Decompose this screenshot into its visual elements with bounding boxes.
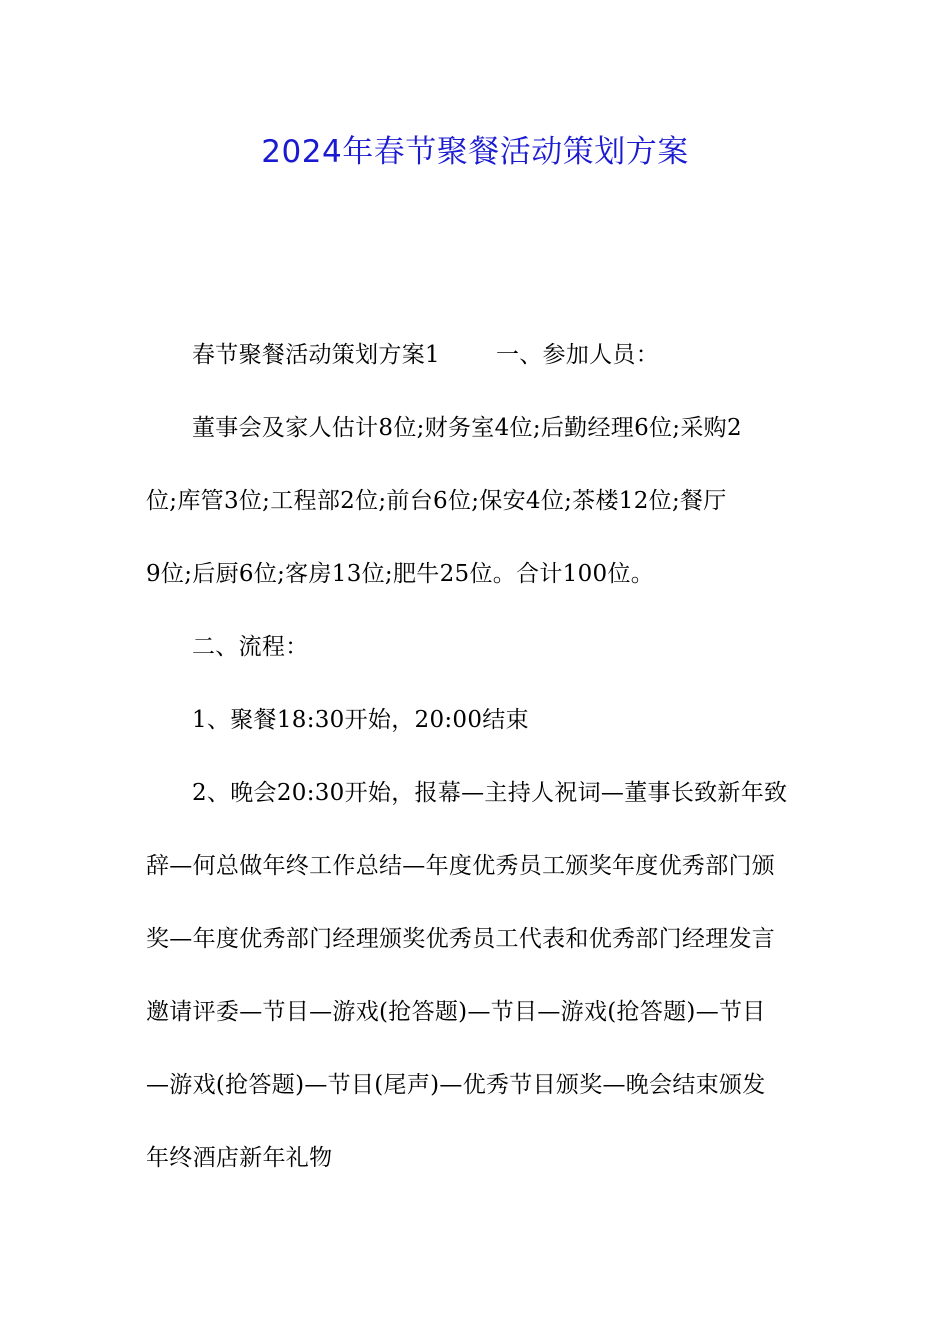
paragraph-line: 年终酒店新年礼物 [146, 1145, 333, 1171]
paragraph-line: —游戏(抢答题)—节目(尾声)—优秀节目颁奖—晚会结束颁发 [146, 1072, 766, 1098]
document-body [146, 337, 810, 1213]
paragraph-line: 9位;后厨6位;客房13位;肥牛25位。合计100位。 [146, 561, 655, 587]
section-heading-plan: 春节聚餐活动策划方案1 [192, 342, 440, 368]
paragraph-line [146, 337, 810, 374]
paragraph-line: 1、聚餐18:30开始，20:00结束 [192, 707, 529, 733]
paragraph-line: 邀请评委—节目—游戏(抢答题)—节目—游戏(抢答题)—节目 [146, 999, 766, 1025]
paragraph-line: 位;库管3位;工程部2位;前台6位;保安4位;茶楼12位;餐厅 [146, 488, 727, 514]
paragraph-line: 董事会及家人估计8位;财务室4位;后勤经理6位;采购2 [192, 415, 742, 441]
document-title: 2024年春节聚餐活动策划方案 [261, 134, 689, 170]
section-heading-process: 二、流程： [192, 634, 309, 660]
paragraph-line: 辞—何总做年终工作总结—年度优秀员工颁奖年度优秀部门颁 [146, 853, 776, 879]
section-heading-participants: 一、参加人员： [495, 342, 660, 368]
paragraph-line: 2、晚会20:30开始，报幕—主持人祝词—董事长致新年致 [192, 780, 788, 806]
paragraph-line: 奖—年度优秀部门经理颁奖优秀员工代表和优秀部门经理发言 [146, 926, 776, 952]
